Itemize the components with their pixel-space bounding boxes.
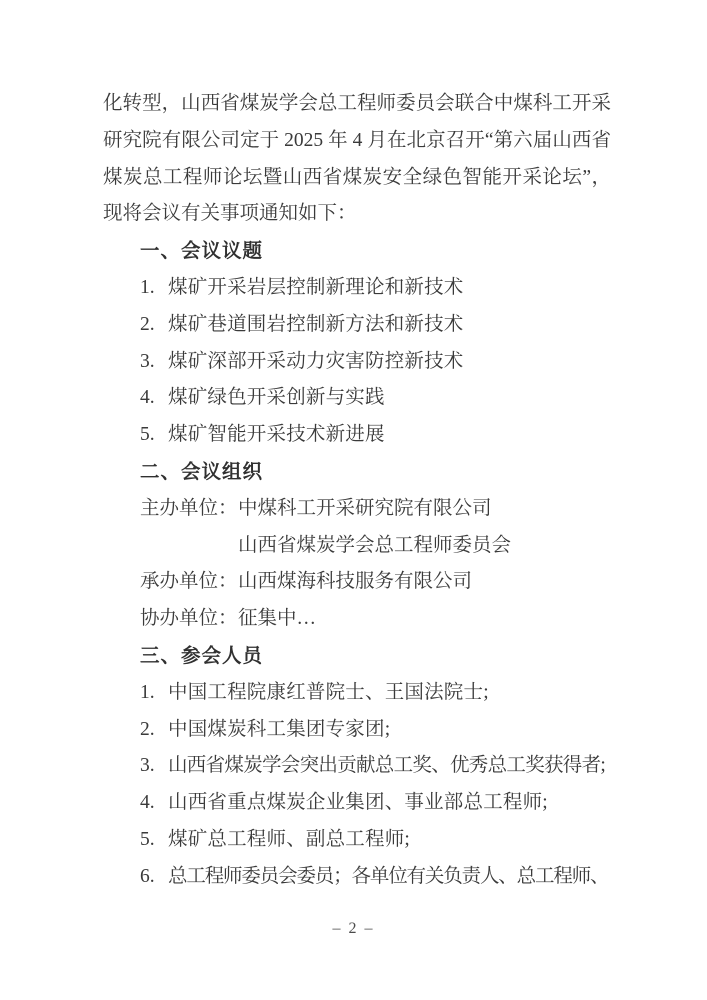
organizer-row-host xyxy=(103,491,611,528)
participant-item xyxy=(103,859,611,896)
agenda-item-text: 煤矿智能开采技术新进展 xyxy=(168,424,385,446)
section-heading-organization: 二、会议组织 xyxy=(140,460,264,483)
agenda-item-number: 1. xyxy=(140,276,155,298)
participant-item-number: 1. xyxy=(140,681,155,703)
organizer-value: 山西煤海科技服务有限公司 xyxy=(238,571,473,593)
organizer-label: 协办单位： xyxy=(140,608,238,630)
agenda-item-number: 3. xyxy=(140,350,155,372)
organizer-row-host-cont xyxy=(103,528,611,565)
section-heading-participants: 三、参会人员 xyxy=(140,644,264,667)
participant-item xyxy=(103,822,611,859)
agenda-item xyxy=(103,344,611,381)
participant-item-number: 3. xyxy=(140,755,155,777)
participant-item xyxy=(103,748,611,785)
organizer-label: 主办单位： xyxy=(140,497,238,519)
participant-item-text: 山西省煤炭学会突出贡献总工奖、优秀总工奖获得者; xyxy=(168,755,606,777)
participant-item-number: 6. xyxy=(140,865,155,887)
section-heading-agenda: 一、会议议题 xyxy=(140,240,264,263)
participant-item-number: 2. xyxy=(140,718,155,740)
agenda-item xyxy=(103,380,611,417)
agenda-item xyxy=(103,307,611,344)
participant-item-text: 总工程师委员会委员；各单位有关负责人、总工程师、 xyxy=(168,865,609,887)
agenda-item-text: 煤矿开采岩层控制新理论和新技术 xyxy=(168,276,464,298)
agenda-item-number: 4. xyxy=(140,387,155,409)
participant-item-text: 中国煤炭科工集团专家团; xyxy=(168,718,391,740)
participant-item-number: 5. xyxy=(140,828,155,850)
agenda-item-text: 煤矿深部开采动力灾害防控新技术 xyxy=(168,350,464,372)
participant-item xyxy=(103,712,611,749)
agenda-item-text: 煤矿绿色开采创新与实践 xyxy=(168,387,385,409)
organizer-value: 中煤科工开采研究院有限公司 xyxy=(238,497,492,519)
participant-item xyxy=(103,675,611,712)
intro-paragraph: 化转型，山西省煤炭学会总工程师委员会联合中煤科工开采研究院有限公司定于 2025 年 4 月在北京召开“第六届山西省煤炭总工程师论坛暨山西省煤炭安全绿色智能开采论坛”，现将会议有关事项通知如下： xyxy=(103,93,611,225)
agenda-item-number: 2. xyxy=(140,313,155,335)
organizer-row-coorganizer xyxy=(103,601,611,638)
agenda-item xyxy=(103,417,611,454)
participant-item-number: 4. xyxy=(140,792,155,814)
organizer-value: 山西省煤炭学会总工程师委员会 xyxy=(238,534,512,556)
organizer-row-undertaker xyxy=(103,564,611,601)
page-number: – 2 – xyxy=(332,920,375,937)
participant-item-text: 山西省重点煤炭企业集团、事业部总工程师; xyxy=(168,792,548,814)
agenda-item-text: 煤矿巷道围岩控制新方法和新技术 xyxy=(168,313,464,335)
agenda-item xyxy=(103,270,611,307)
organizer-label: 承办单位： xyxy=(140,571,238,593)
agenda-item-number: 5. xyxy=(140,424,155,446)
page-content xyxy=(103,86,611,896)
participant-item xyxy=(103,785,611,822)
participant-item-text: 中国工程院康红普院士、王国法院士; xyxy=(168,681,489,703)
participant-item-text: 煤矿总工程师、副总工程师; xyxy=(168,828,411,850)
organizer-value: 征集中… xyxy=(238,608,317,630)
